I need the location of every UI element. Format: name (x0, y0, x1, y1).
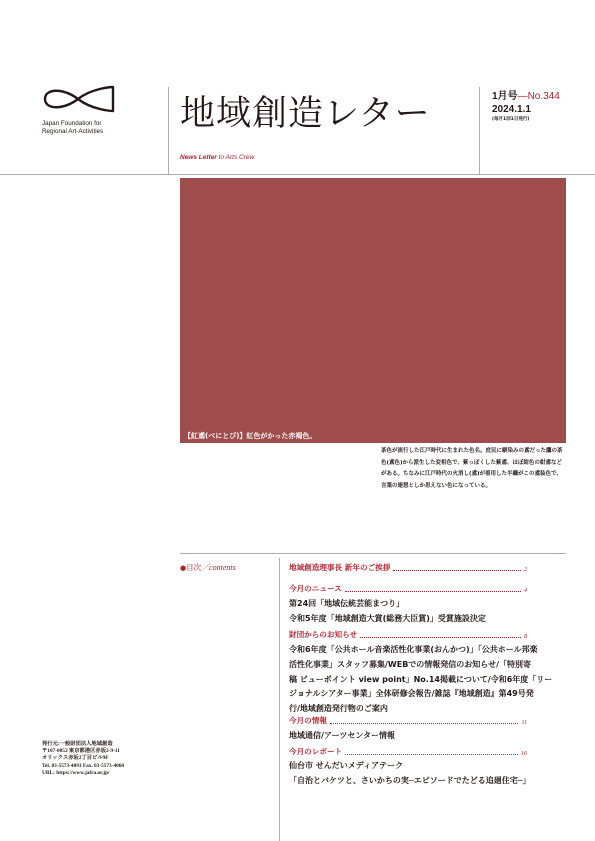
toc-heading[interactable] (289, 746, 527, 757)
toc-line: 地域通信/アーツセンター情報 (289, 731, 396, 740)
issue-frequency: (毎月1回1日発行) (492, 117, 530, 122)
logo-org-line2: Regional Art-Activities (42, 128, 104, 135)
toc-label-ja: 目次 (186, 563, 202, 572)
publisher-url[interactable]: URL: https://www.jafra.or.jp/ (42, 769, 110, 776)
toc-leader (345, 754, 518, 755)
toc-line: 仙台市 せんだいメディアテーク (289, 761, 404, 770)
logo (42, 84, 162, 139)
toc-body (289, 597, 579, 627)
toc-line: 稿 ビューポイント view point」No.14掲載について/令和6年度「リー (289, 674, 553, 684)
toc-heading-title: 財団からのお知らせ (289, 630, 358, 639)
toc-heading-title: 今月のレポート (289, 747, 343, 756)
toc-line: 令和6年度「公共ホール音楽活性化事業(おんかつ)」「公共ホール邦楽 (289, 645, 538, 654)
page-title: 地域創造レター (180, 94, 431, 134)
toc-line: 令和5年度「地域創造大賞(総務大臣賞)」受賞施設決定 (289, 613, 486, 623)
toc-label (180, 562, 236, 573)
toc-leader (345, 591, 521, 592)
publisher-line: 〒107-0052 東京都港区赤坂2-9-11 (42, 748, 120, 755)
toc-heading[interactable] (289, 562, 527, 573)
masthead-rule (0, 174, 595, 175)
publisher-line: Tel. 03-5573-4093 Fax. 03-5573-4060 (42, 762, 125, 769)
toc-bullet-icon: ● (180, 564, 187, 572)
toc-leader (330, 723, 518, 724)
page-subtitle (180, 154, 254, 161)
toc-line: 行/地域創造発行物のご案内 (289, 704, 388, 714)
publisher-info (42, 741, 124, 777)
toc-leader (393, 570, 521, 571)
toc-page-number: 8 (524, 634, 527, 640)
toc-divider (279, 558, 280, 841)
toc-heading[interactable] (289, 715, 527, 726)
toc-label-en: ／contents (201, 563, 236, 572)
issue-month: 1月号 (492, 91, 518, 102)
toc-body (289, 643, 579, 717)
publisher-line: 発行元:一般財団法人地域創造 (42, 741, 113, 747)
toc-page-number: 11 (521, 720, 527, 726)
hero-description: 茶色が流行した江戸時代に生まれた色名。庶民に馴染みの鳶だった鷹の茶色(鳶色)から派生した変相色で、紫っぽくした紫鳶、ほぼ紺色の紺鳶などがある。ちなみに江戸時代の火消し(鳶)が着用した半纏がこの鳶装色で、言葉の連想としか思えない色になっている。 (381, 448, 563, 489)
toc-line: 「自治とバケツと、さいかちの実─エピソードでたどる追廻住宅─」 (289, 775, 531, 785)
subtitle-prefix: News Letter (180, 154, 217, 161)
issue-info (492, 87, 560, 122)
toc-line: 活性化事業」スタッフ募集/WEBでの情報発信のお知らせ/「特別寄 (289, 659, 531, 669)
toc-body (289, 729, 579, 744)
toc-heading-title: 今月の情報 (289, 716, 327, 725)
logo-org-name (42, 120, 162, 136)
issue-date: 2024.1.1 (492, 104, 531, 115)
logo-org-line1: Japan Foundation for (42, 120, 102, 127)
toc-rule (180, 553, 566, 554)
toc-heading[interactable] (289, 583, 527, 594)
toc-heading[interactable] (289, 629, 527, 640)
toc-leader (360, 637, 521, 638)
toc-page-number: 4 (524, 588, 527, 594)
hero-color-swatch (180, 178, 566, 443)
toc-line: 第24回「地域伝統芸能まつり」 (289, 599, 405, 608)
subtitle-suffix: to Arts Crew (218, 154, 255, 161)
toc-body (289, 759, 579, 789)
masthead-divider-right (479, 87, 480, 175)
toc-heading-title: 今月のニュース (289, 584, 342, 593)
toc-heading-title: 地域創造理事長 新年のご挨拶 (289, 563, 391, 572)
issue-number: —No.344 (517, 91, 560, 102)
toc-line: ジョナルシアター事業」全体研修会報告/雑誌『地域創造』第49号発 (289, 689, 534, 699)
issue-line (492, 87, 560, 102)
toc-page-number: 16 (521, 751, 527, 757)
toc-page-number: 2 (524, 567, 527, 573)
publisher-line: オリックス赤坂2丁目ビル9F (42, 755, 109, 762)
logo-mark-icon (42, 84, 116, 114)
hero-caption: 【紅鳶(べにとび)】紅色がかった赤褐色。 (184, 432, 317, 440)
masthead-divider-left (168, 87, 169, 175)
